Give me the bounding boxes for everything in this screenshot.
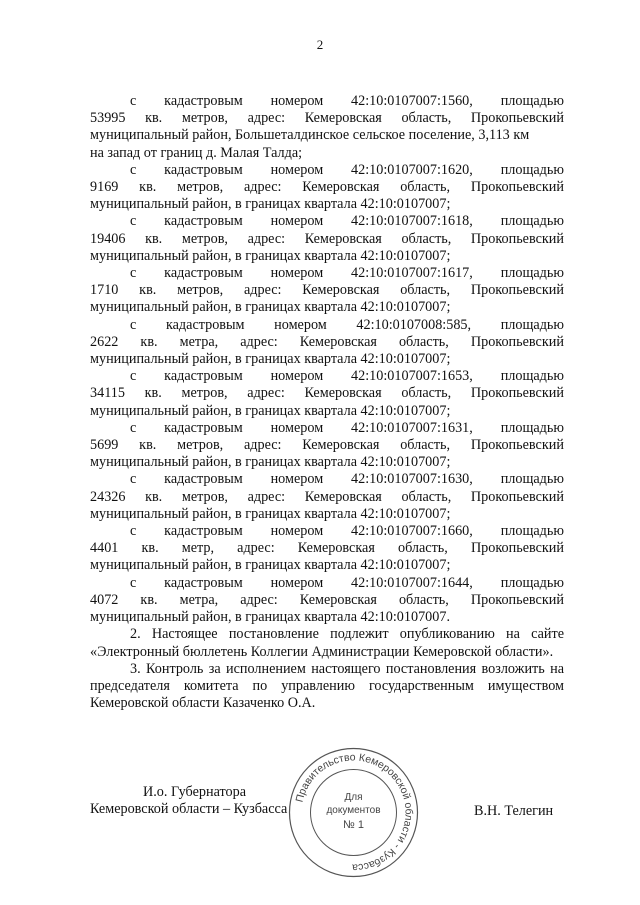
- word: 53995: [90, 110, 126, 127]
- word: область,: [400, 282, 451, 299]
- parcel-item: [90, 265, 564, 317]
- word: Кемеровская: [299, 333, 377, 350]
- word: Кемеровская: [304, 488, 382, 505]
- parcel-line: [90, 231, 564, 248]
- word: область,: [398, 591, 449, 608]
- document-body: [90, 93, 564, 712]
- word: метров,: [181, 110, 228, 127]
- word: адрес:: [240, 591, 278, 608]
- parcel-line: муниципальный район, в границах квартала 42:10:0107007;: [90, 557, 451, 574]
- word: 2622: [90, 333, 119, 350]
- word: область,: [401, 488, 452, 505]
- parcel-line: [90, 385, 564, 402]
- word: кв.: [144, 385, 162, 402]
- word: 42:10:0107007:1644,: [351, 574, 473, 591]
- word: адрес:: [247, 110, 286, 127]
- word: метров,: [181, 385, 228, 402]
- parcel-line: муниципальный район, в границах квартала 42:10:0107007;: [90, 402, 451, 419]
- parcel-line: [90, 575, 564, 592]
- word: 42:10:0107008:585,: [356, 316, 472, 333]
- word: номером: [270, 419, 324, 436]
- parcel-item: [90, 93, 564, 162]
- word: с: [130, 523, 137, 540]
- word: номером: [270, 213, 324, 230]
- word: область,: [397, 540, 448, 557]
- parcel-line: [90, 162, 564, 179]
- publication-clause: 2. Настоящее постановление подлежит опубликованию на сайте «Электронный бюллетень Коллегии Администрации Кемеровской области».: [90, 626, 564, 660]
- signatory-title-line1: И.о. Губернатора: [143, 784, 246, 800]
- word: с: [130, 471, 137, 488]
- word: Прокопьевский: [470, 540, 564, 557]
- word: область,: [401, 230, 452, 247]
- stamp-ring-text: Правительство Кемеровской области - Кузбасса: [293, 751, 415, 874]
- word: кадастровым: [164, 419, 243, 436]
- word: площадью: [500, 471, 564, 488]
- word: адрес:: [244, 179, 282, 196]
- parcel-line: [90, 93, 564, 110]
- word: метров,: [177, 179, 224, 196]
- word: Кемеровская: [302, 179, 380, 196]
- parcel-line: [90, 592, 564, 609]
- word: метров,: [181, 230, 228, 247]
- word: Кемеровская: [299, 591, 377, 608]
- word: 34115: [90, 385, 125, 402]
- word: метра,: [179, 333, 219, 350]
- word: кв.: [140, 591, 158, 608]
- parcel-line: муниципальный район, в границах квартала 42:10:0107007;: [90, 299, 451, 316]
- word: кадастровым: [164, 265, 243, 282]
- word: площадью: [500, 93, 564, 109]
- word: кв.: [140, 333, 158, 350]
- word: 1710: [90, 282, 119, 299]
- word: Прокопьевский: [470, 591, 564, 608]
- word: 5699: [90, 437, 119, 454]
- parcel-line: на запад от границ д. Малая Талда;: [90, 144, 303, 161]
- word: 42:10:0107007:1653,: [351, 368, 473, 385]
- word: с: [130, 316, 137, 333]
- signatory-title: [90, 784, 287, 818]
- word: кадастровым: [164, 523, 243, 540]
- parcel-line: [90, 110, 564, 127]
- parcel-item: [90, 420, 564, 472]
- parcel-line: [90, 437, 564, 454]
- word: 9169: [90, 179, 119, 196]
- word: метров,: [177, 437, 224, 454]
- word: Кемеровская: [302, 437, 380, 454]
- parcel-line: муниципальный район, в границах квартала 42:10:0107007.: [90, 609, 450, 626]
- word: метра,: [179, 591, 219, 608]
- word: кадастровым: [164, 368, 243, 385]
- word: Прокопьевский: [470, 230, 564, 247]
- word: номером: [270, 161, 324, 178]
- word: 19406: [90, 230, 126, 247]
- word: Прокопьевский: [470, 488, 564, 505]
- word: номером: [274, 316, 327, 333]
- word: 42:10:0107007:1618,: [351, 213, 473, 230]
- parcel-line: муниципальный район, в границах квартала 42:10:0107007;: [90, 196, 451, 213]
- word: с: [130, 419, 137, 436]
- word: кадастровым: [164, 161, 243, 178]
- word: адрес:: [237, 540, 275, 557]
- parcel-line: муниципальный район, Большеталдинское сельское поселение, 3,113 км: [90, 127, 530, 144]
- word: 42:10:0107007:1560,: [351, 93, 473, 109]
- word: площадью: [500, 574, 564, 591]
- word: площадью: [500, 213, 564, 230]
- parcel-line: [90, 489, 564, 506]
- word: область,: [400, 179, 451, 196]
- word: номером: [270, 93, 324, 109]
- parcel-line: [90, 334, 564, 351]
- word: метров,: [177, 282, 224, 299]
- parcel-item: [90, 317, 564, 369]
- word: адрес:: [244, 282, 282, 299]
- word: 4072: [90, 591, 119, 608]
- word: Кемеровская: [297, 540, 375, 557]
- word: Кемеровская: [302, 282, 380, 299]
- word: с: [130, 574, 137, 591]
- word: кв.: [141, 540, 159, 557]
- stamp-center-line3: № 1: [343, 819, 364, 831]
- parcel-line: [90, 179, 564, 196]
- word: адрес:: [247, 488, 286, 505]
- signatory-title-line2: Кемеровской области – Кузбасса: [90, 801, 288, 818]
- word: область,: [401, 110, 452, 127]
- word: кадастровым: [164, 213, 243, 230]
- parcel-item: [90, 368, 564, 420]
- parcel-line: [90, 540, 564, 557]
- word: кадастровым: [164, 471, 243, 488]
- word: Прокопьевский: [470, 333, 564, 350]
- word: 24326: [90, 488, 126, 505]
- word: кв.: [139, 437, 157, 454]
- word: 42:10:0107007:1631,: [351, 419, 473, 436]
- parcel-item: [90, 523, 564, 575]
- parcel-line: [90, 213, 564, 230]
- word: номером: [270, 574, 324, 591]
- word: Прокопьевский: [470, 110, 564, 127]
- word: кв.: [139, 282, 157, 299]
- word: Прокопьевский: [470, 179, 564, 196]
- word: площадью: [500, 419, 564, 436]
- word: номером: [270, 523, 324, 540]
- official-stamp: [286, 745, 421, 880]
- parcel-line: [90, 282, 564, 299]
- word: площадью: [500, 316, 564, 333]
- word: область,: [401, 385, 452, 402]
- parcel-line: муниципальный район, в границах квартала 42:10:0107007;: [90, 247, 451, 264]
- word: кадастровым: [164, 93, 243, 109]
- parcel-line: [90, 471, 564, 488]
- word: область,: [400, 437, 451, 454]
- word: метр,: [181, 540, 215, 557]
- parcel-item: [90, 575, 564, 627]
- word: метров,: [181, 488, 228, 505]
- word: площадью: [500, 265, 564, 282]
- word: с: [130, 265, 137, 282]
- word: номером: [270, 471, 324, 488]
- parcel-line: [90, 368, 564, 385]
- word: область,: [398, 333, 449, 350]
- word: кв.: [145, 110, 163, 127]
- word: кадастровым: [164, 574, 243, 591]
- word: с: [130, 213, 137, 230]
- word: с: [130, 368, 137, 385]
- word: 42:10:0107007:1630,: [351, 471, 473, 488]
- word: адрес:: [247, 385, 285, 402]
- word: кадастровым: [165, 316, 245, 333]
- parcel-item: [90, 213, 564, 265]
- word: 42:10:0107007:1620,: [351, 161, 473, 178]
- word: Прокопьевский: [470, 385, 564, 402]
- word: Кемеровская: [304, 110, 382, 127]
- word: кв.: [145, 230, 163, 247]
- word: площадью: [500, 523, 564, 540]
- parcel-line: муниципальный район, в границах квартала 42:10:0107007;: [90, 454, 451, 471]
- word: 4401: [90, 540, 119, 557]
- word: с: [130, 93, 137, 109]
- word: площадью: [500, 161, 564, 178]
- word: Кемеровская: [304, 230, 382, 247]
- word: адрес:: [244, 437, 282, 454]
- word: кв.: [145, 488, 163, 505]
- word: адрес:: [247, 230, 286, 247]
- parcel-line: муниципальный район, в границах квартала 42:10:0107007;: [90, 351, 451, 368]
- word: кв.: [139, 179, 157, 196]
- word: Прокопьевский: [470, 282, 564, 299]
- parcel-line: [90, 523, 564, 540]
- parcel-line: [90, 420, 564, 437]
- word: 42:10:0107007:1617,: [351, 265, 473, 282]
- word: номером: [270, 265, 324, 282]
- word: 42:10:0107007:1660,: [351, 523, 473, 540]
- word: площадью: [500, 368, 564, 385]
- word: Прокопьевский: [470, 437, 564, 454]
- word: с: [130, 161, 137, 178]
- parcel-item: [90, 471, 564, 523]
- word: номером: [270, 368, 324, 385]
- parcel-line: [90, 265, 564, 282]
- signer-name: В.Н. Телегин: [474, 803, 554, 819]
- parcel-line: муниципальный район, в границах квартала 42:10:0107007;: [90, 505, 451, 522]
- stamp-center-line1: Для: [344, 792, 363, 803]
- page-number: 2: [316, 37, 324, 52]
- word: адрес:: [240, 333, 278, 350]
- control-clause: 3. Контроль за исполнением настоящего постановления возложить на председателя комитета по управлению государственным имуществом Кемеровской области Казаченко О.А.: [90, 660, 564, 712]
- word: Кемеровская: [304, 385, 382, 402]
- stamp-center-line2: документов: [326, 805, 381, 816]
- parcel-item: [90, 162, 564, 214]
- parcel-line: [90, 317, 564, 334]
